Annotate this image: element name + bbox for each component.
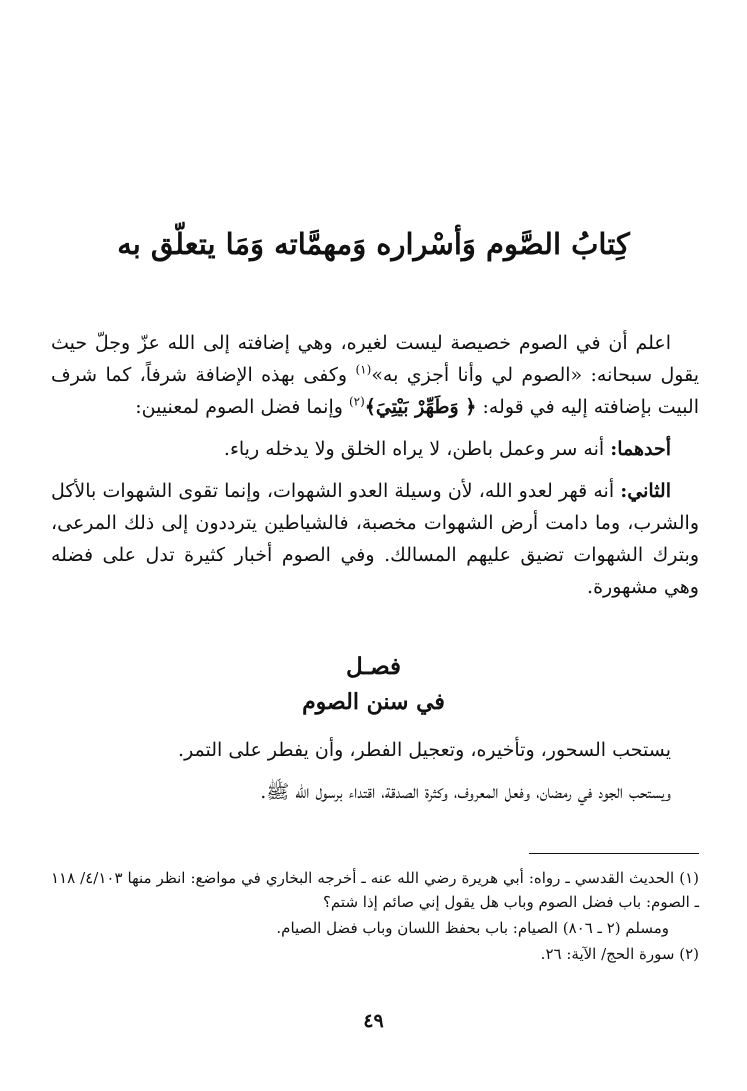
footnotes — [51, 866, 699, 968]
intro-text-a: اعلم أن في الصوم خصيصة ليست لغيره، وهي إضافته إلى الله عزّ وجلّ حيث يقول سبحانه: «الصوم لي وأنا أجزي به» — [51, 332, 699, 386]
first-meaning-paragraph — [51, 433, 699, 465]
intro-text-c: وإنما فضل الصوم لمعنيين: — [135, 396, 349, 418]
section-title: في سنن الصوم — [302, 689, 445, 715]
intro-paragraph — [51, 327, 699, 423]
section-label: فصـل — [345, 653, 402, 680]
second-meaning-lead: الثاني: — [620, 480, 671, 502]
second-meaning-text: أنه قهر لعدو الله، لأن وسيلة العدو الشهوات، وإنما تقوى الشهوات بالأكل والشرب، وما دامت أرض الشهوات مخصبة، فالشياطين يترددون إلى ذلك المرعى، وبترك الشهوات تضيق عليهم المسالك. وفي الصوم أخبار كثيرة تدل على فضله وهي مشهورة. — [51, 480, 699, 598]
intro-section — [51, 327, 699, 613]
footnote-1-continuation: ومسلم (٢ ـ ٨٠٦) الصيام: باب بحفظ اللسان وباب فضل الصيام. — [276, 919, 669, 937]
footnote-2: (٢) سورة الحج/ الآية: ٢٦. — [540, 945, 699, 963]
first-meaning-text: أنه سر وعمل باطن، لا يراه الخلق ولا يدخله رياء. — [223, 438, 611, 460]
footnote-ref-2[interactable]: (٢) — [348, 394, 365, 409]
sunan-paragraph-1: يستحب السحور، وتأخيره، وتعجيل الفطر، وأن يفطر على التمر. — [178, 739, 671, 761]
chapter-title: كِتابُ الصَّوم وَأسْراره وَمهمَّاته وَمَا يتعلّق به — [117, 227, 630, 261]
intro-text-b: وكفى بهذه الإضافة شرفاً، كما شرف البيت بإضافته إليه في قوله: — [51, 364, 699, 418]
section-heading — [0, 650, 747, 720]
footnote-1: (١) الحديث القدسي ـ رواه: أبي هريرة رضي الله عنه ـ أخرجه البخاري في مواضع: انظر منها ٤/١٠٣/ ١١٨ ـ الصوم: باب فضل الصوم وباب هل يقول إني صائم إذا شتم؟ — [51, 869, 699, 911]
page-number: ٤٩ — [363, 1010, 384, 1032]
sunan-paragraph-2: ويستحب الجود في رمضان، وفعل المعروف، وكثرة الصدقة، اقتداء برسول الله ﷺ. — [260, 781, 671, 803]
sunan-section — [51, 734, 699, 818]
second-meaning-paragraph — [51, 475, 699, 603]
footnote-divider — [529, 853, 699, 854]
first-meaning-lead: أحدهما: — [610, 438, 671, 460]
quran-quote: ﴿ وَطَهِّرْ بَيْتِيَ﴾ — [364, 396, 477, 418]
footnote-ref-1[interactable]: (١) — [355, 362, 372, 377]
